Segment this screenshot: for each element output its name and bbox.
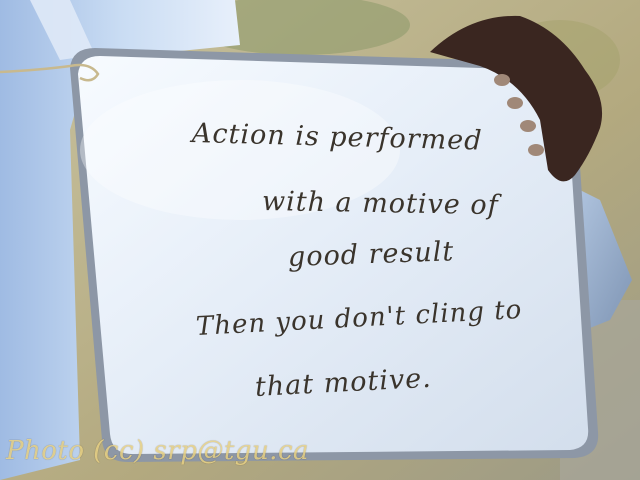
handwriting-line: good result [287,236,455,273]
photo-credit-watermark: Photo (cc) srp@tgu.ca [6,436,310,466]
handwriting-line: Action is performed [191,118,483,157]
handwriting-line: with a motive of [261,186,499,222]
handwriting-line: Then you don't cling to [195,294,524,342]
handwriting-line: that motive. [254,362,433,403]
